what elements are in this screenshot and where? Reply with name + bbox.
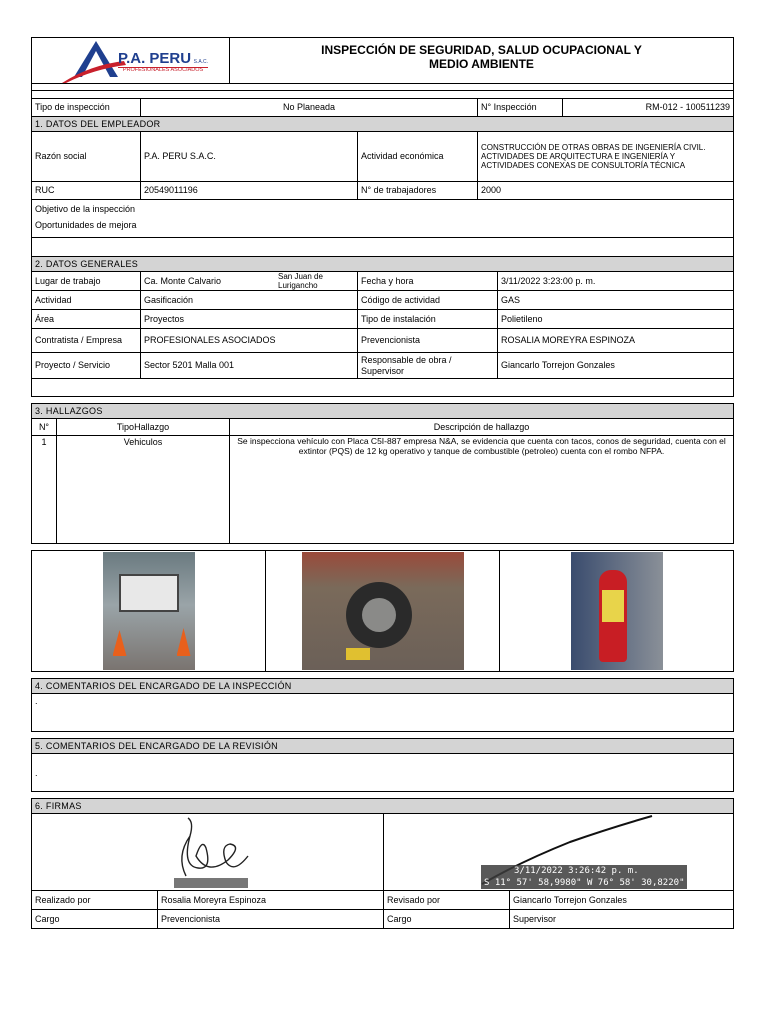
truck-photo bbox=[103, 552, 195, 670]
revisado-label: Revisado por bbox=[384, 891, 510, 909]
form-header bbox=[31, 37, 734, 84]
instalacion-value: Polietileno bbox=[501, 313, 543, 324]
inspection-type-value: No Planeada bbox=[141, 99, 478, 116]
photo-row bbox=[31, 550, 734, 672]
lugar-value: Ca. Monte Calvario bbox=[144, 275, 222, 286]
razon-social-row bbox=[31, 132, 734, 182]
codigo-label: Código de actividad bbox=[358, 291, 498, 309]
logo-name: P.A. PERU bbox=[118, 50, 192, 67]
responsable-label: Responsable de obra / Supervisor bbox=[358, 353, 498, 378]
photo-cell-3 bbox=[500, 551, 733, 671]
table-row bbox=[31, 436, 734, 544]
contratista-row bbox=[31, 329, 734, 353]
objetivo-label: Objetivo de la inspección bbox=[35, 204, 136, 214]
proyecto-value: Sector 5201 Malla 001 bbox=[141, 353, 358, 378]
form-title bbox=[230, 38, 733, 83]
realizado-row bbox=[31, 891, 734, 910]
actividad-value: Gasificación bbox=[141, 291, 358, 309]
title-line1: INSPECCIÓN DE SEGURIDAD, SALUD OCUPACIONAL Y bbox=[321, 43, 642, 57]
logo-subtitle: PROFESIONALES ASOCIADOS bbox=[118, 67, 208, 74]
title-line2: MEDIO AMBIENTE bbox=[429, 56, 534, 71]
area-row bbox=[31, 310, 734, 329]
razon-social-value: P.A. PERU S.A.C. bbox=[141, 132, 358, 181]
section-general-title: 2. DATOS GENERALES bbox=[31, 256, 734, 272]
ruc-label: RUC bbox=[32, 182, 141, 199]
comments-inspection-box bbox=[31, 694, 734, 732]
logo-sac: S.A.C. bbox=[193, 59, 209, 65]
cargo-label-2: Cargo bbox=[384, 910, 510, 928]
lugar-district: San Juan de Lurigancho bbox=[275, 272, 358, 290]
cargo-row bbox=[31, 910, 734, 929]
workers-value: 2000 bbox=[481, 185, 502, 196]
photo-cell-1 bbox=[32, 551, 266, 671]
fecha-value: 3/11/2022 3:23:00 p. m. bbox=[501, 275, 596, 286]
signature-inspector bbox=[32, 814, 384, 890]
proyecto-row bbox=[31, 353, 734, 379]
wheel-chock-photo bbox=[302, 552, 464, 670]
fecha-label: Fecha y hora bbox=[358, 272, 498, 290]
revisado-value: Giancarlo Torrejon Gonzales bbox=[513, 894, 627, 905]
objetivo-row bbox=[31, 200, 734, 238]
extinguisher-photo bbox=[571, 552, 663, 670]
cargo-value-1: Prevencionista bbox=[158, 910, 384, 928]
photo-cell-2 bbox=[266, 551, 500, 671]
oportunidades-label: Oportunidades de mejora bbox=[35, 220, 137, 230]
signature-row bbox=[31, 814, 734, 891]
realizado-value: Rosalia Moreyra Espinoza bbox=[158, 891, 384, 909]
stamp-coordinates: S 11° 57' 58,9980" W 76° 58' 30,8220" bbox=[484, 878, 685, 888]
actividad-label: Actividad bbox=[32, 291, 141, 309]
comments-review-box bbox=[31, 754, 734, 792]
hallazgo-num: 1 bbox=[32, 436, 57, 543]
company-logo bbox=[32, 38, 230, 83]
comments-inspection-text: . bbox=[35, 696, 38, 706]
inspection-type-label: Tipo de inspección bbox=[32, 99, 141, 116]
realizado-label: Realizado por bbox=[32, 891, 158, 909]
workers-label: N° de trabajadores bbox=[358, 182, 478, 199]
inspection-form bbox=[31, 37, 734, 929]
section-employer-title: 1. DATOS DEL EMPLEADOR bbox=[31, 117, 734, 132]
actividad-economica-label: Actividad económica bbox=[358, 132, 478, 181]
col-desc-header: Descripción de hallazgo bbox=[433, 421, 530, 432]
ruc-value: 20549011196 bbox=[141, 182, 358, 199]
section-signatures-title: 6. FIRMAS bbox=[31, 798, 734, 814]
razon-social-label: Razón social bbox=[32, 132, 141, 181]
section-comments-inspection-title: 4. COMENTARIOS DEL ENCARGADO DE LA INSPECCIÓN bbox=[31, 678, 734, 694]
hallazgo-tipo: Vehiculos bbox=[57, 436, 230, 543]
prevencionista-label: Prevencionista bbox=[358, 329, 498, 352]
cargo-label-1: Cargo bbox=[32, 910, 158, 928]
lugar-label: Lugar de trabajo bbox=[32, 272, 141, 290]
section-hallazgos-title: 3. HALLAZGOS bbox=[31, 403, 734, 419]
actividad-row bbox=[31, 291, 734, 310]
cargo-value-2: Supervisor bbox=[513, 913, 557, 924]
comments-review-text: . bbox=[35, 767, 38, 778]
area-label: Área bbox=[32, 310, 141, 328]
section-comments-review-title: 5. COMENTARIOS DEL ENCARGADO DE LA REVISIÓN bbox=[31, 738, 734, 754]
responsable-value: Giancarlo Torrejon Gonzales bbox=[501, 360, 615, 371]
gps-stamp bbox=[481, 865, 687, 889]
contratista-value: PROFESIONALES ASOCIADOS bbox=[141, 329, 358, 352]
col-num-header: N° bbox=[32, 419, 57, 435]
lugar-row bbox=[31, 272, 734, 291]
hallazgos-header bbox=[31, 419, 734, 436]
stamp-datetime: 3/11/2022 3:26:42 p. m. bbox=[514, 866, 639, 876]
signature-supervisor bbox=[384, 814, 733, 890]
inspection-type-row bbox=[31, 98, 734, 117]
actividad-economica-value: CONSTRUCCIÓN DE OTRAS OBRAS DE INGENIERÍA CIVIL. ACTIVIDADES DE ARQUITECTURA E INGENIERÍA Y ACTIVIDADES CONEXAS DE CONSULTORÍA TÉCNICA bbox=[481, 142, 706, 171]
hallazgo-desc: Se inspecciona vehículo con Placa C5I-887 empresa N&A, se evidencia que cuenta con tacos, conos de seguridad, cuenta con el extintor (PQS) de 12 kg operativo y tanque de combustible (petroleo) cuenta con el rombo NFPA. bbox=[237, 436, 726, 456]
codigo-value: GAS bbox=[501, 294, 521, 305]
instalacion-label: Tipo de instalación bbox=[358, 310, 498, 328]
inspector-signature-icon bbox=[168, 816, 278, 890]
inspection-number-label: N° Inspección bbox=[478, 99, 563, 116]
area-value: Proyectos bbox=[141, 310, 358, 328]
inspection-number-value: RM-012 - 100511239 bbox=[645, 102, 730, 113]
proyecto-label: Proyecto / Servicio bbox=[32, 353, 141, 378]
col-tipo-header: TipoHallazgo bbox=[57, 419, 230, 435]
ruc-row bbox=[31, 182, 734, 200]
contratista-label: Contratista / Empresa bbox=[32, 329, 141, 352]
prevencionista-value: ROSALIA MOREYRA ESPINOZA bbox=[501, 335, 636, 346]
